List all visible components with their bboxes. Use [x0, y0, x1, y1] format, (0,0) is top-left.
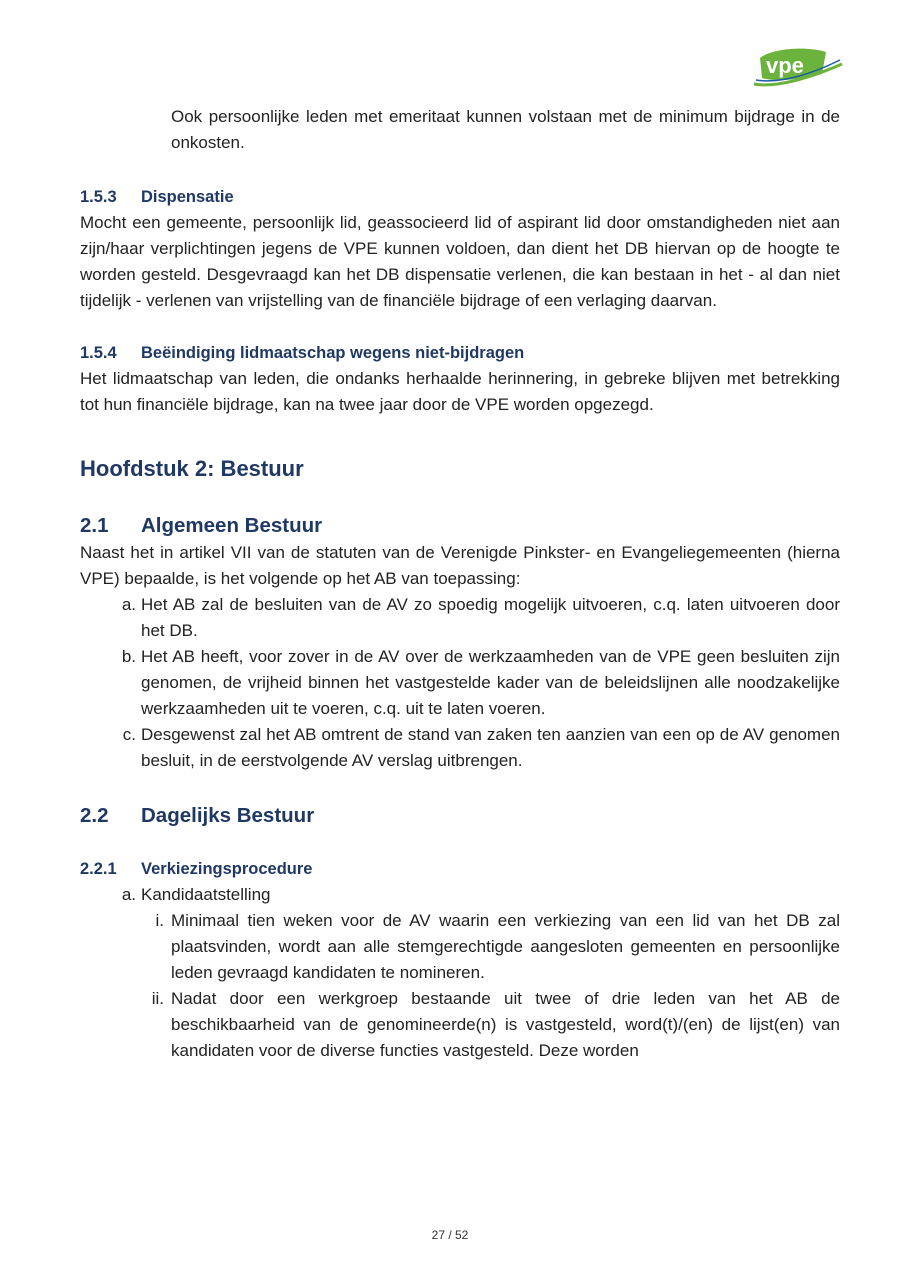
section-2-2-heading [80, 802, 840, 830]
list-item-text: Minimaal tien weken voor de AV waarin een verkiezing van een lid van het DB zal plaatsvinden, wordt aan alle stemgerechtigde aangesloten gemeenten en persoonlijke leden gevraagd kandidaten te nomineren. [171, 911, 840, 982]
section-title: Verkiezingsprocedure [141, 860, 313, 878]
section-1-5-3-heading [80, 184, 840, 210]
sublist-item [80, 908, 840, 986]
section-number: 2.2.1 [80, 860, 117, 878]
list-item [80, 592, 840, 644]
section-2-1-text: Naast het in artikel VII van de statuten van de Verenigde Pinkster- en Evangeliegemeenten (hierna VPE) bepaalde, is het volgende op het AB van toepassing: [80, 543, 840, 588]
section-title: Beëindiging lidmaatschap wegens niet-bijdragen [141, 344, 525, 362]
section-number: 1.5.4 [80, 344, 117, 362]
section-1-5-3-text: Mocht een gemeente, persoonlijk lid, geassocieerd lid of aspirant lid door omstandigheden niet aan zijn/haar verplichtingen jegens de VPE kunnen voldoen, dan dient het DB hiervan op de hoogte te worden gesteld. Desgevraagd kan het DB dispensatie verlenen, die kan bestaan in het - al dan niet tijdelijk - verlenen van vrijstelling van de financiële bijdrage of een verlaging daarvan. [80, 213, 840, 310]
list-item [80, 882, 840, 908]
chapter-heading: Hoofdstuk 2: Bestuur [80, 456, 304, 481]
list-marker: c. [122, 725, 136, 744]
list-item [80, 722, 840, 774]
section-2-2-1-heading [80, 856, 840, 882]
section-1-5-4-heading [80, 340, 840, 366]
list-marker: a. [121, 595, 136, 614]
vpe-logo [752, 44, 844, 92]
sublist-item [80, 986, 840, 1064]
intro-paragraph: Ook persoonlijke leden met emeritaat kunnen volstaan met de minimum bijdrage in de onkosten. [171, 107, 840, 152]
list-marker: i. [155, 911, 164, 930]
section-number: 2.2 [80, 804, 109, 827]
section-title: Algemeen Bestuur [141, 514, 323, 537]
section-number: 1.5.3 [80, 188, 117, 206]
list-item-text: Het AB zal de besluiten van de AV zo spoedig mogelijk uitvoeren, c.q. laten uitvoeren door het DB. [141, 595, 840, 640]
section-title: Dispensatie [141, 188, 234, 206]
page-number: 27 / 52 [431, 1228, 469, 1242]
list-marker: a. [121, 885, 136, 904]
section-1-5-4-text: Het lidmaatschap van leden, die ondanks herhaalde herinnering, in gebreke blijven met betrekking tot hun financiële bijdrage, kan na twee jaar door de VPE worden opgezegd. [80, 369, 840, 414]
list-item-text: Kandidaatstelling [141, 885, 271, 904]
svg-text:vpe: vpe [766, 53, 804, 78]
section-title: Dagelijks Bestuur [141, 804, 315, 827]
section-2-1-heading [80, 512, 840, 540]
list-marker: b. [121, 647, 136, 666]
page-content [80, 104, 840, 1064]
section-number: 2.1 [80, 514, 109, 537]
list-marker: ii. [151, 989, 164, 1008]
list-item [80, 644, 840, 722]
list-item-text: Nadat door een werkgroep bestaande uit twee of drie leden van het AB de beschikbaarheid van de genomineerde(n) is vastgesteld, word(t)/(en) de lijst(en) van kandidaten voor de diverse functies vastgesteld. Deze worden [171, 989, 840, 1060]
list-item-text: Desgewenst zal het AB omtrent de stand van zaken ten aanzien van een op de AV genomen besluit, in de eerstvolgende AV verslag uitbrengen. [141, 725, 840, 770]
list-item-text: Het AB heeft, voor zover in de AV over de werkzaamheden van de VPE geen besluiten zijn genomen, de vrijheid binnen het vastgestelde kader van de beleidslijnen alle noodzakelijke werkzaamheden uit te voeren, c.q. uit te laten voeren. [141, 647, 840, 718]
